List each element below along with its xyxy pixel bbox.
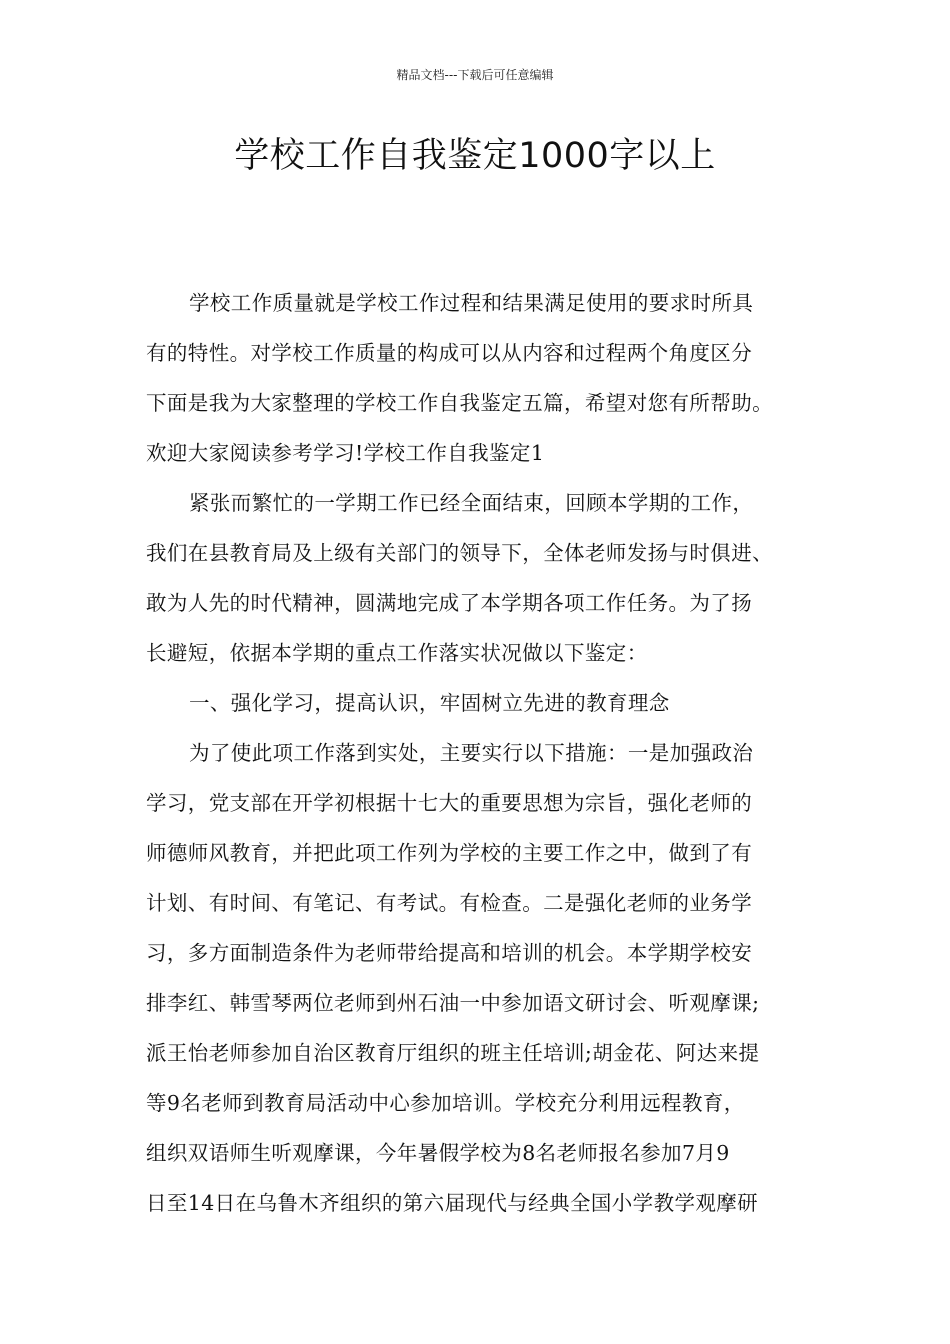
body-text [146,278,836,1228]
text-line: 下面是我为大家整理的学校工作自我鉴定五篇，希望对您有所帮助。 [146,391,773,415]
text-line: 日至14日在乌鲁木齐组织的第六届现代与经典全国小学教学观摩研 [146,1191,759,1215]
text-line: 等9名老师到教育局活动中心参加培训。学校充分利用远程教育， [146,1091,745,1115]
document-title: 学校工作自我鉴定1000字以上 [234,136,716,176]
text-line: 为了使此项工作落到实处，主要实行以下措施：一是加强政治 [189,741,754,765]
text-line: 敢为人先的时代精神，圆满地完成了本学期各项工作任务。为了扬 [146,591,753,615]
text-line: 计划、有时间、有笔记、有考试。有检查。二是强化老师的业务学 [146,891,753,915]
text-line: 我们在县教育局及上级有关部门的领导下，全体老师发扬与时俱进、 [146,541,773,565]
text-line: 一、强化学习，提高认识，牢固树立先进的教育理念 [189,691,670,715]
text-line: 排李红、韩雪琴两位老师到州石油一中参加语文研讨会、听观摩课; [146,991,760,1015]
text-line: 紧张而繁忙的一学期工作已经全面结束，回顾本学期的工作， [189,491,754,515]
header-note: 精品文档---下载后可任意编辑 [396,68,554,82]
text-line: 学习，党支部在开学初根据十七大的重要思想为宗旨，强化老师的 [146,791,753,815]
text-line: 学校工作质量就是学校工作过程和结果满足使用的要求时所具 [189,291,754,315]
text-line: 欢迎大家阅读参考学习!学校工作自我鉴定1 [146,441,545,465]
text-line: 派王怡老师参加自治区教育厅组织的班主任培训;胡金花、阿达来提 [146,1041,760,1065]
text-line: 有的特性。对学校工作质量的构成可以从内容和过程两个角度区分 [146,341,753,365]
text-line: 习，多方面制造条件为老师带给提高和培训的机会。本学期学校安 [146,941,753,965]
text-line: 师德师风教育，并把此项工作列为学校的主要工作之中，做到了有 [146,841,753,865]
text-line: 长避短，依据本学期的重点工作落实状况做以下鉴定： [146,641,648,665]
text-line: 组织双语师生听观摩课，今年暑假学校为8名老师报名参加7月9 [146,1141,730,1165]
